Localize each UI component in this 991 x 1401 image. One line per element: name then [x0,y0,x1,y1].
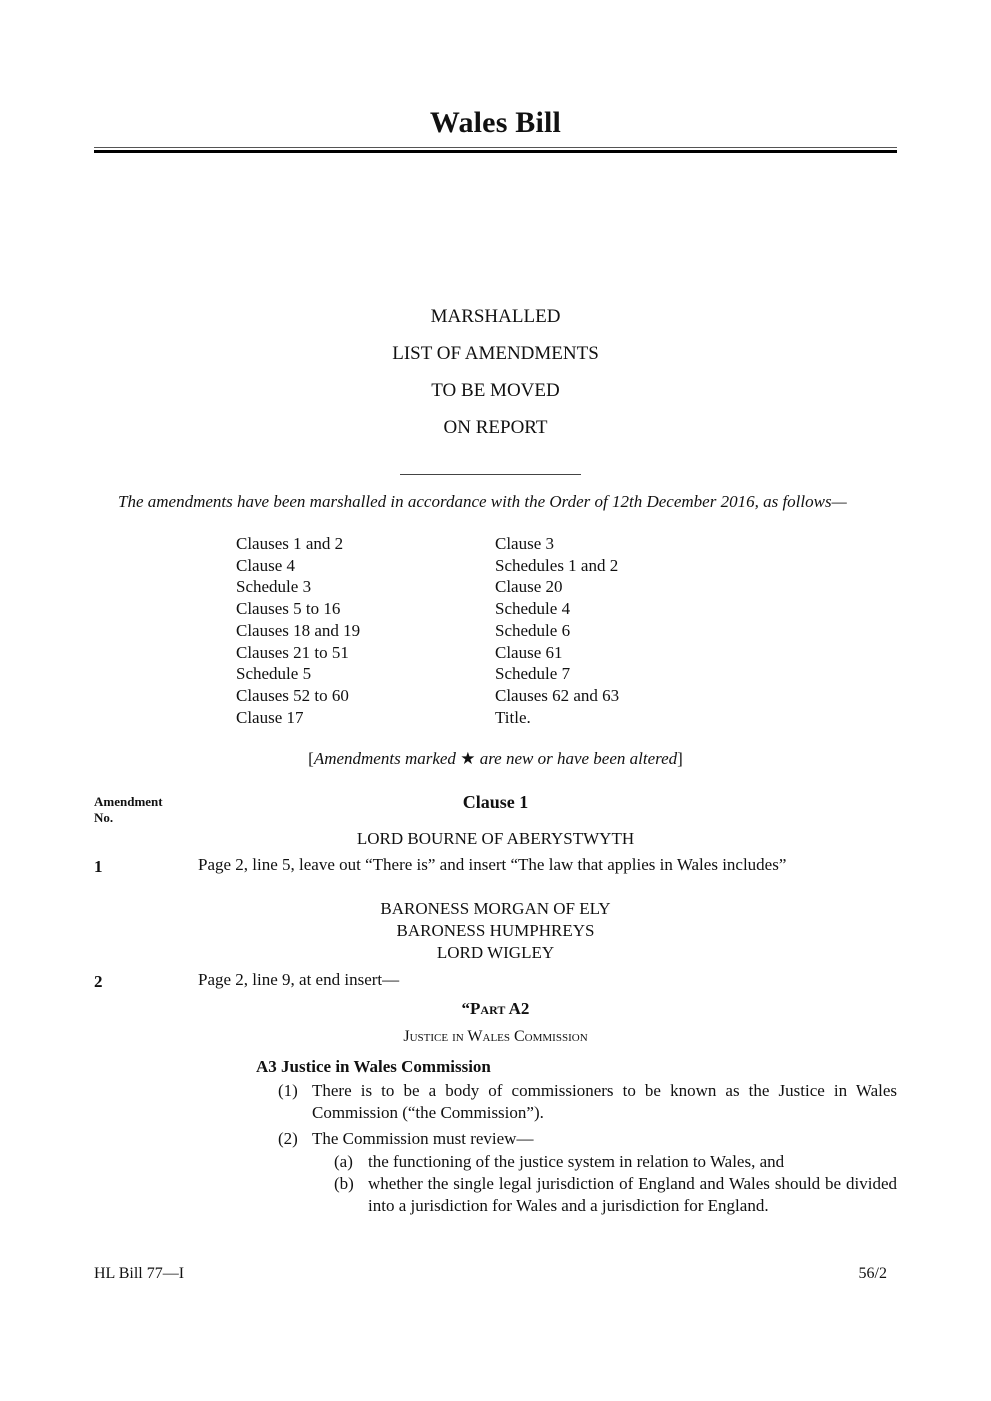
marshal-item: Clause 4 [236,555,296,575]
marshal-item: Clause 3 [495,534,555,553]
marshal-item: Schedule 4 [495,599,571,619]
subsection-1 [278,1080,897,1123]
marshalling-left-column [236,533,360,728]
note-text-a: Amendments marked [313,749,461,768]
heading-line-4: ON REPORT [443,417,548,438]
paragraph-a-text: the functioning of the justice system in relation to Wales, and [368,1152,785,1171]
header-line-2: No. [94,810,114,825]
amendment-2-number: 2 [94,972,103,991]
marshal-item: Clause 17 [236,707,304,727]
clause-heading: Clause 1 [462,792,529,812]
page-reference: 56/2 [858,1265,887,1282]
inserted-part-heading: “Part A2 [461,999,530,1018]
section-divider [400,474,581,475]
marshal-item: Clauses 5 to 16 [236,599,341,619]
star-icon: ★ [460,749,476,768]
amendment-1-number: 1 [94,857,103,876]
amendment-note [0,749,991,769]
paragraph-b-text: whether the single legal jurisdiction of England and Wales should be divided into a jurisdiction for Wales and a jurisdiction for England. [368,1174,897,1215]
marshal-item: Clauses 62 and 63 [495,685,620,705]
paragraph-b [334,1173,897,1216]
marshalling-right-column [495,533,619,728]
marshal-item: Title. [495,707,531,727]
marshal-item: Schedule 7 [495,664,571,684]
amendment-2-mover-3: LORD WIGLEY [436,943,555,962]
amendment-2-mover-1: BARONESS MORGAN OF ELY [380,899,611,918]
paragraph-b-number: (b) [334,1174,354,1193]
note-text-b: are new or have been altered [475,749,678,768]
amendment-2-mover-2: BARONESS HUMPHREYS [396,921,595,940]
marshal-item: Clauses 1 and 2 [236,534,344,553]
marshal-item: Clauses 18 and 19 [236,620,361,640]
marshal-item: Schedules 1 and 2 [495,555,619,575]
header-line-1: Amendment [94,794,163,809]
amendment-1-text: Page 2, line 5, leave out “There is” and insert “The law that applies in Wales includes” [198,855,787,874]
marshalling-intro: The amendments have been marshalled in accordance with the Order of 12th December 2016, as follows— [118,492,847,511]
marshal-item: Clause 20 [495,577,563,597]
amendment-2-text: Page 2, line 9, at end insert— [198,970,400,989]
bill-reference: HL Bill 77—I [94,1265,185,1282]
marshal-item: Schedule 5 [236,664,312,684]
paragraph-a-number: (a) [334,1152,353,1171]
marshal-item: Clause 61 [495,642,563,662]
heading-line-3: TO BE MOVED [431,380,560,401]
title-rule-thick [94,150,897,153]
heading-line-2: LIST OF AMENDMENTS [392,343,599,364]
subsection-2 [278,1128,897,1150]
document-title: Wales Bill [429,106,562,139]
marshal-item: Clauses 52 to 60 [236,685,349,705]
marshal-item: Clauses 21 to 51 [236,642,349,662]
subsection-1-number: (1) [278,1081,298,1100]
inserted-part-subheading: Justice in Wales Commission [403,1028,588,1045]
subsection-2-text: The Commission must review— [312,1129,534,1148]
subsection-2-number: (2) [278,1129,298,1148]
note-bracket-open: [ [308,749,314,768]
paragraph-a [334,1151,897,1173]
marshal-item: Schedule 6 [495,620,571,640]
subsection-1-text: There is to be a body of commissioners to be known as the Justice in Wales Commission (“the Commission”). [312,1081,897,1122]
heading-line-1: MARSHALLED [430,306,561,327]
inserted-section-heading: A3 Justice in Wales Commission [256,1057,491,1076]
amendment-1-mover: LORD BOURNE OF ABERYSTWYTH [356,829,635,848]
note-bracket-close: ] [677,749,683,768]
marshal-item: Schedule 3 [236,577,312,597]
title-rule-thin [94,147,897,148]
